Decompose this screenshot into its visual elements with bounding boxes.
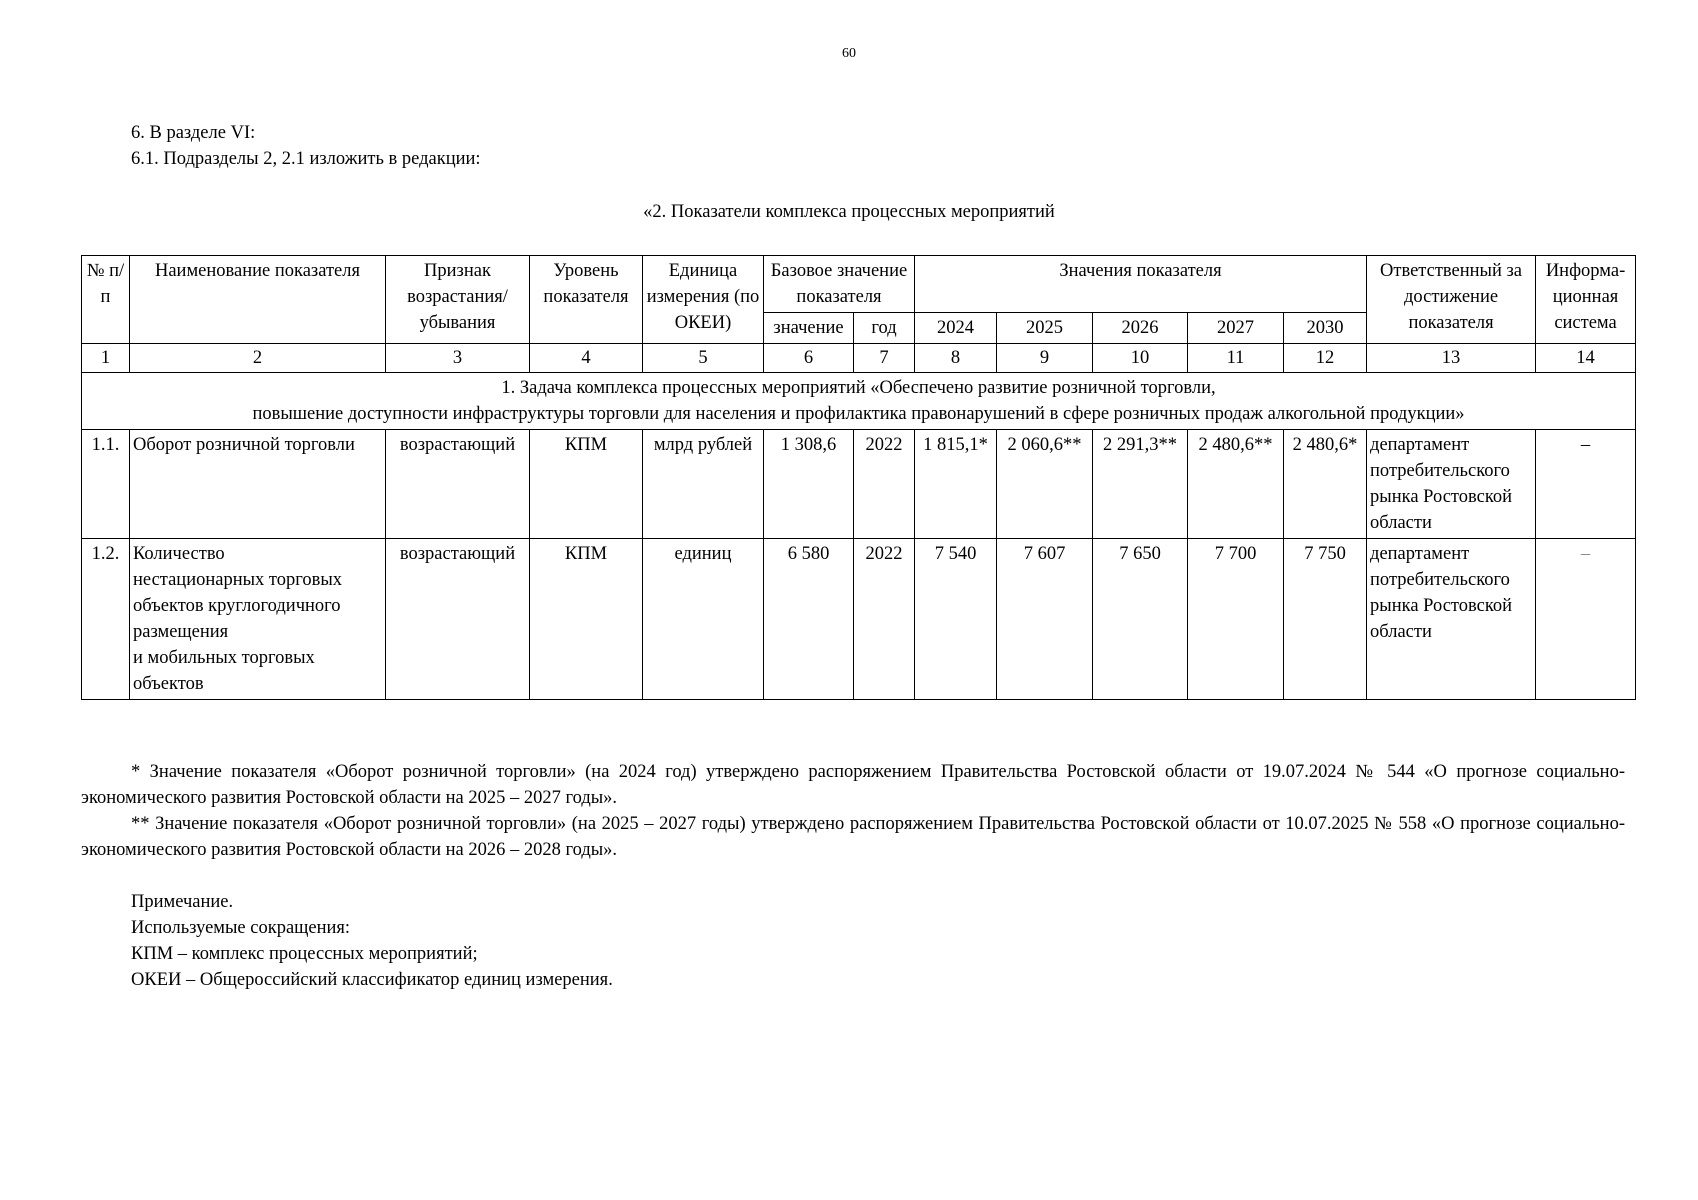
row-value-2027: 2 480,6** xyxy=(1188,430,1284,539)
note-abbreviation-kpm: КПМ – комплекс процессных мероприятий; xyxy=(131,944,478,964)
row-value-2026: 7 650 xyxy=(1093,539,1188,700)
header-num: № п/п xyxy=(82,256,130,344)
column-number: 3 xyxy=(386,344,530,373)
column-number: 1 xyxy=(82,344,130,373)
header-responsible: Ответственный за достижение показателя xyxy=(1367,256,1536,344)
row-num: 1.1. xyxy=(82,430,130,539)
column-number-row xyxy=(82,344,1636,373)
column-number: 12 xyxy=(1284,344,1367,373)
row-name-line: размещения xyxy=(133,622,229,642)
column-number: 11 xyxy=(1188,344,1284,373)
column-number: 13 xyxy=(1367,344,1536,373)
row-responsible: департамент потребительского рынка Ростовской области xyxy=(1367,430,1536,539)
column-number: 10 xyxy=(1093,344,1188,373)
header-2024: 2024 xyxy=(915,313,997,344)
column-number: 6 xyxy=(764,344,854,373)
header-2025: 2025 xyxy=(997,313,1093,344)
table-row xyxy=(82,539,1636,700)
row-value-2024: 1 815,1* xyxy=(915,430,997,539)
row-value-2030: 2 480,6* xyxy=(1284,430,1367,539)
column-number: 2 xyxy=(130,344,386,373)
header-name: Наименование показателя xyxy=(130,256,386,344)
table-title: «2. Показатели комплекса процессных мероприятий xyxy=(643,202,1055,222)
row-name: Оборот розничной торговли xyxy=(130,430,386,539)
column-number: 8 xyxy=(915,344,997,373)
row-name-line: объектов xyxy=(133,674,204,694)
task-line-1: 1. Задача комплекса процессных мероприятий «Обеспечено развитие розничной торговли, xyxy=(501,378,1216,398)
header-2026: 2026 xyxy=(1093,313,1188,344)
row-trend: возрастающий xyxy=(386,430,530,539)
row-unit: единиц xyxy=(643,539,764,700)
column-number: 5 xyxy=(643,344,764,373)
row-unit: млрд рублей xyxy=(643,430,764,539)
row-name-line: Количество xyxy=(133,544,225,564)
row-base-year: 2022 xyxy=(854,539,915,700)
footnote-2: ** Значение показателя «Оборот розничной торговли» (на 2025 – 2027 годы) утверждено распоряжением Правительства Ростовской области от 10.07.2025 № 558 «О прогнозе социально-экономического развития Ростовской области на 2026 – 2028 годы». xyxy=(81,814,1625,860)
header-base: Базовое значение показателя xyxy=(764,256,915,313)
footnote-1: * Значение показателя «Оборот розничной торговли» (на 2024 год) утверждено распоряжением Правительства Ростовской области от 19.07.2024 № 544 «О прогнозе социально-экономического развития Ростовской области на 2025 – 2027 годы». xyxy=(81,762,1625,808)
header-2030: 2030 xyxy=(1284,313,1367,344)
row-trend: возрастающий xyxy=(386,539,530,700)
row-value-2026: 2 291,3** xyxy=(1093,430,1188,539)
row-name-line: объектов круглогодичного xyxy=(133,596,341,616)
row-info: – xyxy=(1536,539,1636,700)
intro-line-1: 6. В разделе VI: xyxy=(131,123,256,143)
note-abbreviation-okei: ОКЕИ – Общероссийский классификатор единиц измерения. xyxy=(131,970,613,990)
column-number: 9 xyxy=(997,344,1093,373)
row-value-2025: 2 060,6** xyxy=(997,430,1093,539)
row-responsible: департамент потребительского рынка Ростовской области xyxy=(1367,539,1536,700)
row-base-value: 6 580 xyxy=(764,539,854,700)
task-cell xyxy=(82,373,1636,430)
column-number: 7 xyxy=(854,344,915,373)
header-base-value: значение xyxy=(764,313,854,344)
header-trend: Признак возрастания/ убывания xyxy=(386,256,530,344)
row-info: – xyxy=(1536,430,1636,539)
row-num: 1.2. xyxy=(82,539,130,700)
header-base-year: год xyxy=(854,313,915,344)
row-value-2024: 7 540 xyxy=(915,539,997,700)
header-values: Значения показателя xyxy=(915,256,1367,313)
header-info: Информа-ционная система xyxy=(1536,256,1636,344)
task-line-2: повышение доступности инфраструктуры торговли для населения и профилактика правонарушений в сфере розничных продаж алкогольной продукции» xyxy=(252,404,1465,424)
intro-line-2: 6.1. Подразделы 2, 2.1 изложить в редакции: xyxy=(131,149,481,169)
column-number: 4 xyxy=(530,344,643,373)
row-value-2025: 7 607 xyxy=(997,539,1093,700)
table-row xyxy=(82,430,1636,539)
task-row xyxy=(82,373,1636,430)
row-name xyxy=(130,539,386,700)
header-level: Уровень показателя xyxy=(530,256,643,344)
row-base-value: 1 308,6 xyxy=(764,430,854,539)
column-number: 14 xyxy=(1536,344,1636,373)
header-unit: Единица измерения (по ОКЕИ) xyxy=(643,256,764,344)
row-value-2027: 7 700 xyxy=(1188,539,1284,700)
note-abbreviations-label: Используемые сокращения: xyxy=(131,918,351,938)
row-level: КПМ xyxy=(530,539,643,700)
header-row-1 xyxy=(82,256,1636,313)
header-2027: 2027 xyxy=(1188,313,1284,344)
row-name-line: и мобильных торговых xyxy=(133,648,315,668)
note-heading: Примечание. xyxy=(131,892,234,912)
page-number: 60 xyxy=(842,46,856,61)
row-base-year: 2022 xyxy=(854,430,915,539)
row-value-2030: 7 750 xyxy=(1284,539,1367,700)
row-level: КПМ xyxy=(530,430,643,539)
indicators-table xyxy=(81,255,1636,700)
row-name-line: нестационарных торговых xyxy=(133,570,343,590)
